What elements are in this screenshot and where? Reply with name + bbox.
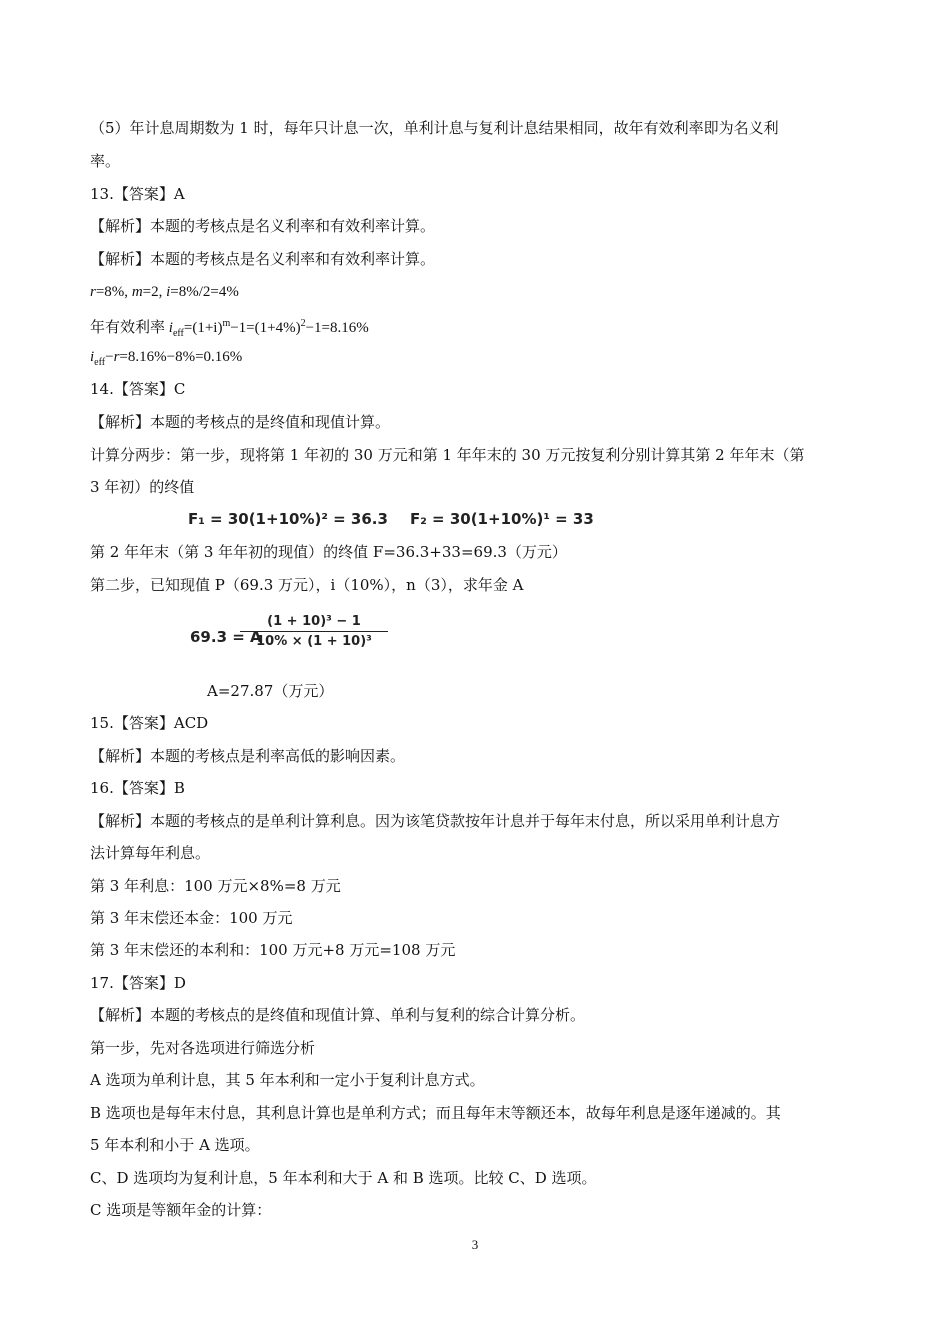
fraction-numerator: (1 + 10)³ − 1: [240, 614, 388, 632]
answer-15-heading: 15.【答案】ACD: [90, 714, 209, 732]
text-line: A=27.87（万元）: [207, 682, 334, 700]
math-line-parameters: r=8%, m=2, i=8%/2=4%: [90, 284, 239, 300]
text-line: 第 2 年年末（第 3 年年初的现值）的终值 F=36.3+33=69.3（万元）: [90, 543, 567, 561]
answer-14-heading: 14.【答案】C: [90, 380, 186, 398]
answer-17-heading: 17.【答案】D: [90, 974, 186, 992]
text-line: 第 3 年末偿还的本利和：100 万元+8 万元=108 万元: [90, 941, 456, 959]
formula-f1: F₁ = 30(1+10%)² = 36.3: [188, 510, 388, 528]
math-line-difference: $i_{eff}-r=8.16\%-8\%=0.16\%$: [90, 349, 243, 368]
formula-annuity-left: 69.3 = A: [190, 628, 262, 646]
text-line: 计算分两步：第一步，现将第 1 年初的 30 万元和第 1 年年末的 30 万元按复利分别计算其第 2 年年末（第: [90, 446, 805, 464]
text-line: 5 年本利和小于 A 选项。: [90, 1136, 260, 1154]
analysis-text: 【解析】本题的考核点是名义利率和有效利率计算。: [90, 217, 436, 235]
analysis-text: 【解析】本题的考核点是名义利率和有效利率计算。: [90, 250, 436, 268]
analysis-text: 【解析】本题的考核点是利率高低的影响因素。: [90, 747, 406, 765]
text-line: 第一步，先对各选项进行筛选分析: [90, 1039, 316, 1057]
fraction-denominator: 10% × (1 + 10)³: [256, 634, 372, 649]
answer-16-heading: 16.【答案】B: [90, 779, 185, 797]
analysis-text: 【解析】本题的考核点的是单利计算利息。因为该笔贷款按年计息并于每年末付息，所以采用单利计息方: [90, 812, 781, 830]
formula-f2: F₂ = 30(1+10%)¹ = 33: [410, 510, 594, 528]
text-line: （5）年计息周期数为 1 时，每年只计息一次，单利计息与复利计息结果相同，故年有效利率即为名义利: [90, 119, 779, 137]
math-line-effective-rate: 年有效利率 $i_{eff}=(1+i)^m-1=(1+4\%)^2-1=8.16\%$: [90, 318, 369, 339]
text-line: A 选项为单利计息，其 5 年本利和一定小于复利计息方式。: [90, 1071, 485, 1089]
page-number: 3: [471, 1237, 479, 1252]
text-line: 第 3 年利息：100 万元×8%=8 万元: [90, 877, 341, 895]
text-line: 3 年初）的终值: [90, 478, 195, 496]
text-line: 第二步，已知现值 P（69.3 万元），i（10%），n（3），求年金 A: [90, 576, 524, 594]
text-line: B 选项也是每年末付息，其利息计算也是单利方式；而且每年末等额还本，故每年利息是逐年递减的。其: [90, 1104, 781, 1122]
text-line: 率。: [90, 152, 121, 170]
analysis-text: 【解析】本题的考核点的是终值和现值计算、单利与复利的综合计算分析。: [90, 1006, 586, 1024]
formula-annuity-fraction: [240, 614, 388, 649]
answer-13-heading: 13.【答案】A: [90, 185, 185, 203]
text-line: C 选项是等额年金的计算：: [90, 1201, 272, 1219]
text-line: 第 3 年末偿还本金：100 万元: [90, 909, 293, 927]
text-line: 法计算每年利息。: [90, 844, 211, 862]
text-line: C、D 选项均为复利计息，5 年本利和大于 A 和 B 选项。比较 C、D 选项。: [90, 1169, 597, 1187]
analysis-text: 【解析】本题的考核点的是终值和现值计算。: [90, 413, 391, 431]
